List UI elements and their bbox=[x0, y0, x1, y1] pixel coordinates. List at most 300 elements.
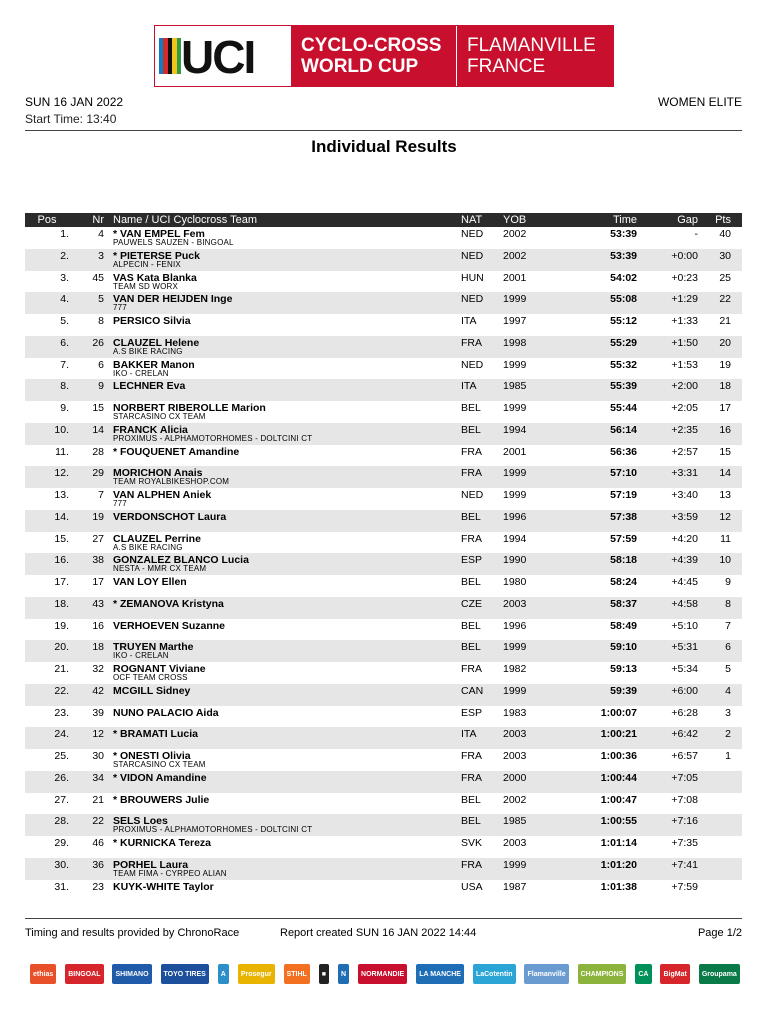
table-row bbox=[25, 706, 742, 728]
table-row bbox=[25, 619, 742, 641]
table-row bbox=[25, 684, 742, 706]
header-time: Time bbox=[612, 214, 637, 226]
cell-gap: +1:53 bbox=[671, 358, 698, 371]
cell-team: A.S BIKE RACING bbox=[113, 346, 183, 356]
cell-pos: 11. bbox=[55, 445, 69, 458]
cell-time: 57:19 bbox=[610, 489, 637, 501]
cell-name: * ZEMANOVA Kristyna bbox=[113, 597, 224, 610]
cell-yob: 1999 bbox=[503, 641, 527, 654]
sponsor-logo: LA MANCHE bbox=[416, 964, 464, 984]
cell-time: 1:01:38 bbox=[600, 880, 637, 893]
cell-nat: ESP bbox=[461, 706, 483, 719]
cell-name: BAKKER Manon bbox=[113, 358, 195, 371]
cell-yob: 1999 bbox=[503, 858, 527, 871]
sponsor-logo: LaCotentin bbox=[473, 964, 516, 984]
cell-gap: +7:08 bbox=[671, 793, 698, 806]
table-row bbox=[25, 314, 742, 336]
cell-pts: 20 bbox=[719, 336, 731, 349]
cell-yob: 2003 bbox=[503, 837, 527, 849]
cell-pos: 25. bbox=[54, 750, 69, 762]
event-name bbox=[291, 26, 457, 86]
cell-nr: 3 bbox=[98, 249, 104, 262]
cell-pos: 15. bbox=[54, 532, 69, 545]
cell-time: 58:37 bbox=[610, 597, 637, 610]
table-row bbox=[25, 640, 742, 662]
cell-name: GONZALEZ BLANCO Lucia bbox=[113, 554, 249, 567]
cell-time: 56:14 bbox=[610, 423, 637, 436]
cell-pts: 6 bbox=[725, 641, 731, 654]
cell-gap: +4:20 bbox=[671, 532, 698, 545]
cell-name: NORBERT RIBEROLLE Marion bbox=[113, 402, 266, 414]
cell-nr: 12 bbox=[92, 728, 104, 741]
cell-nr: 18 bbox=[92, 641, 104, 654]
results-table bbox=[25, 213, 742, 901]
table-body bbox=[25, 227, 742, 901]
cell-yob: 1996 bbox=[503, 510, 527, 523]
sponsor-logo: CA bbox=[635, 964, 651, 984]
cell-yob: 1980 bbox=[503, 576, 527, 588]
cell-yob: 1994 bbox=[503, 423, 527, 436]
cell-nat: BEL bbox=[461, 793, 481, 806]
cell-pts: 40 bbox=[719, 228, 731, 240]
table-row bbox=[25, 662, 742, 684]
cell-nat: FRA bbox=[461, 663, 482, 675]
cell-pos: 13. bbox=[54, 489, 69, 501]
cell-yob: 2003 bbox=[503, 597, 527, 610]
cell-pts: 7 bbox=[725, 619, 731, 632]
cell-pts: 8 bbox=[725, 597, 731, 610]
cell-gap: +6:57 bbox=[671, 750, 698, 762]
cell-nat: CZE bbox=[461, 597, 482, 610]
table-header bbox=[25, 213, 742, 227]
cell-pos: 2. bbox=[60, 249, 69, 262]
cell-pts: 10 bbox=[719, 554, 731, 567]
cell-nat: FRA bbox=[461, 467, 482, 480]
cell-yob: 1999 bbox=[503, 358, 527, 371]
header-name: Name / UCI Cyclocross Team bbox=[113, 214, 258, 226]
cell-nat: BEL bbox=[461, 576, 481, 588]
cell-time: 57:38 bbox=[610, 510, 637, 523]
cell-time: 55:12 bbox=[610, 315, 637, 327]
cell-gap: +2:05 bbox=[671, 402, 698, 414]
cell-time: 1:01:20 bbox=[600, 858, 637, 871]
cell-gap: +1:29 bbox=[671, 293, 698, 306]
cell-yob: 2001 bbox=[503, 445, 527, 458]
cell-nat: FRA bbox=[461, 445, 482, 458]
cell-nat: FRA bbox=[461, 336, 482, 349]
cell-yob: 1999 bbox=[503, 489, 527, 501]
cell-nat: NED bbox=[461, 293, 484, 306]
cell-pts: 2 bbox=[725, 728, 731, 741]
cell-yob: 1985 bbox=[503, 815, 527, 828]
sponsor-logo: BINGOAL bbox=[65, 964, 103, 984]
table-row bbox=[25, 292, 742, 314]
cell-pos: 22. bbox=[54, 684, 69, 697]
cell-yob: 1998 bbox=[503, 336, 527, 349]
cell-nr: 32 bbox=[92, 663, 104, 675]
cell-name: * VAN EMPEL Fem bbox=[113, 228, 205, 240]
cell-yob: 1990 bbox=[503, 554, 527, 567]
cell-nr: 36 bbox=[92, 858, 104, 871]
cell-name: CLAUZEL Helene bbox=[113, 336, 200, 349]
cell-team: TEAM SD WORX bbox=[113, 281, 179, 291]
cell-pts: 14 bbox=[719, 467, 731, 480]
cell-nat: BEL bbox=[461, 641, 481, 654]
cell-pos: 31. bbox=[54, 880, 69, 893]
table-row bbox=[25, 880, 742, 902]
cell-pts: 30 bbox=[719, 249, 731, 262]
cell-nr: 46 bbox=[92, 837, 104, 849]
cell-time: 58:18 bbox=[610, 554, 637, 567]
cell-time: 59:39 bbox=[610, 684, 637, 697]
cell-team: PROXIMUS - ALPHAMOTORHOMES - DOLTCINI CT bbox=[113, 433, 313, 443]
cell-nat: NED bbox=[461, 228, 484, 240]
header-pts: Pts bbox=[715, 214, 731, 226]
cell-pts: 12 bbox=[719, 510, 731, 523]
cell-time: 57:59 bbox=[610, 532, 637, 545]
cell-pos: 3. bbox=[60, 271, 69, 284]
cell-yob: 2002 bbox=[503, 228, 527, 240]
report-created: Report created SUN 16 JAN 2022 14:44 bbox=[280, 927, 477, 939]
cell-pos: 7. bbox=[60, 358, 69, 371]
race-date: SUN 16 JAN 2022 bbox=[25, 95, 124, 109]
cell-gap: +2:00 bbox=[671, 380, 698, 393]
cell-team: A.S BIKE RACING bbox=[113, 542, 183, 552]
cell-name: * KURNICKA Tereza bbox=[113, 837, 212, 849]
sponsor-logo: Flamanville bbox=[524, 964, 568, 984]
cell-nr: 15 bbox=[92, 402, 104, 414]
cell-pts: 17 bbox=[719, 402, 731, 414]
cell-gap: +7:05 bbox=[671, 771, 698, 784]
table-row bbox=[25, 727, 742, 749]
cell-name: * BROUWERS Julie bbox=[113, 793, 210, 806]
cell-nat: BEL bbox=[461, 402, 481, 414]
cell-time: 1:00:44 bbox=[600, 771, 637, 784]
cell-nr: 14 bbox=[92, 423, 104, 436]
cell-pos: 20. bbox=[54, 641, 69, 654]
table-row bbox=[25, 510, 742, 532]
cell-pos: 17. bbox=[54, 576, 69, 588]
cell-name: * VIDON Amandine bbox=[113, 771, 207, 784]
cell-nat: BEL bbox=[461, 423, 481, 436]
cell-yob: 1987 bbox=[503, 880, 527, 893]
table-row bbox=[25, 575, 742, 597]
table-row bbox=[25, 532, 742, 554]
cell-gap: +0:00 bbox=[671, 249, 698, 262]
table-row bbox=[25, 466, 742, 488]
cell-pts: 1 bbox=[725, 750, 731, 762]
cell-nr: 17 bbox=[92, 576, 104, 588]
cell-pos: 14. bbox=[54, 510, 69, 523]
cell-pos: 1. bbox=[60, 228, 69, 240]
cell-nr: 38 bbox=[92, 554, 104, 567]
cell-nat: CAN bbox=[461, 684, 484, 697]
cell-team: PAUWELS SAUZEN - BINGOAL bbox=[113, 238, 234, 247]
cell-gap: +4:45 bbox=[671, 576, 698, 588]
cell-gap: +7:41 bbox=[671, 858, 698, 871]
cell-time: 58:49 bbox=[610, 619, 637, 632]
event-banner bbox=[154, 25, 614, 87]
sponsor-logo: ■ bbox=[319, 964, 329, 984]
cell-pts: 18 bbox=[719, 380, 731, 393]
cell-nat: NED bbox=[461, 358, 484, 371]
cell-gap: +3:31 bbox=[671, 467, 698, 480]
cell-time: 55:44 bbox=[610, 402, 637, 414]
table-row bbox=[25, 445, 742, 467]
cell-pts: 25 bbox=[719, 271, 731, 284]
cell-gap: +6:42 bbox=[671, 728, 698, 741]
cell-pts: 5 bbox=[725, 663, 731, 675]
cell-nr: 16 bbox=[92, 619, 104, 632]
cell-pos: 28. bbox=[54, 815, 69, 828]
start-time: Start Time: 13:40 bbox=[25, 112, 117, 126]
race-category: WOMEN ELITE bbox=[657, 95, 742, 109]
cell-nat: BEL bbox=[461, 510, 481, 523]
cell-gap: +3:59 bbox=[671, 510, 698, 523]
timing-credit: Timing and results provided by ChronoRace bbox=[25, 927, 240, 939]
cell-time: 54:02 bbox=[610, 271, 637, 284]
cell-pos: 6. bbox=[60, 336, 69, 349]
cell-team: TEAM FIMA - CYRPEO ALIAN bbox=[113, 868, 227, 878]
cell-name: VERHOEVEN Suzanne bbox=[113, 619, 226, 632]
cell-team: IKO - CRELAN bbox=[113, 368, 169, 378]
cell-team: 777 bbox=[113, 499, 127, 508]
cell-nr: 21 bbox=[92, 793, 104, 806]
cell-pos: 26. bbox=[54, 771, 69, 784]
cell-name: VERDONSCHOT Laura bbox=[113, 510, 227, 523]
cell-yob: 1999 bbox=[503, 402, 527, 414]
sponsor-logo: Groupama bbox=[699, 964, 740, 984]
rainbow-stripes-icon bbox=[159, 38, 181, 74]
divider bbox=[25, 130, 742, 131]
cell-time: 55:08 bbox=[610, 293, 637, 306]
sponsor-logo: Prosegur bbox=[238, 964, 275, 984]
table-row bbox=[25, 379, 742, 401]
cell-pts: 11 bbox=[720, 532, 731, 545]
sponsor-logo: CHAMPIONS bbox=[578, 964, 627, 984]
cell-team: TEAM ROYALBIKESHOP.COM bbox=[113, 477, 230, 487]
cell-yob: 1997 bbox=[503, 315, 527, 327]
cell-nr: 43 bbox=[92, 597, 104, 610]
cell-nr: 6 bbox=[98, 358, 104, 371]
cell-gap: +7:16 bbox=[671, 815, 698, 828]
sponsor-logo: N bbox=[338, 964, 349, 984]
cell-yob: 1994 bbox=[503, 532, 527, 545]
cell-yob: 1996 bbox=[503, 619, 527, 632]
sponsor-logo: NORMANDIE bbox=[358, 964, 407, 984]
cell-gap: +5:10 bbox=[671, 619, 698, 632]
divider bbox=[25, 918, 742, 919]
cell-gap: +5:31 bbox=[671, 641, 698, 654]
cell-time: 56:36 bbox=[610, 445, 637, 458]
cell-name: VAN ALPHEN Aniek bbox=[113, 489, 212, 501]
cell-gap: +4:39 bbox=[671, 554, 698, 567]
event-venue bbox=[457, 26, 613, 86]
table-row bbox=[25, 488, 742, 510]
header-pos: Pos bbox=[37, 214, 57, 226]
cell-nat: NED bbox=[461, 249, 484, 262]
cell-name: * ONESTI Olivia bbox=[113, 750, 191, 762]
cell-name: NUNO PALACIO Aida bbox=[113, 706, 219, 719]
cell-gap: +2:57 bbox=[671, 445, 698, 458]
table-row bbox=[25, 771, 742, 793]
sponsor-logo: STIHL bbox=[284, 964, 310, 984]
cell-pts: 4 bbox=[725, 684, 731, 697]
cell-time: 1:00:07 bbox=[600, 706, 637, 719]
cell-nr: 42 bbox=[92, 684, 104, 697]
cell-gap: +6:00 bbox=[671, 684, 698, 697]
cell-nr: 45 bbox=[92, 271, 104, 284]
table-row bbox=[25, 249, 742, 271]
cell-nat: ITA bbox=[461, 315, 477, 327]
cell-time: 53:39 bbox=[610, 228, 637, 240]
cell-pos: 16. bbox=[54, 554, 69, 567]
page-number: Page 1/2 bbox=[697, 927, 742, 939]
event-line-1: CYCLO-CROSS bbox=[301, 35, 442, 56]
cell-yob: 1982 bbox=[503, 663, 527, 675]
cell-nat: BEL bbox=[461, 815, 481, 828]
cell-time: 55:39 bbox=[610, 380, 637, 393]
cell-time: 55:32 bbox=[610, 358, 637, 371]
cell-name: VAN LOY Ellen bbox=[113, 576, 187, 588]
cell-pos: 18. bbox=[54, 597, 69, 610]
cell-pos: 9. bbox=[60, 402, 69, 414]
table-row bbox=[25, 401, 742, 423]
table-row bbox=[25, 423, 742, 445]
cell-gap: +7:59 bbox=[671, 880, 698, 893]
cell-time: 53:39 bbox=[610, 249, 637, 262]
cell-nr: 4 bbox=[98, 228, 104, 240]
cell-name: VAN DER HEIJDEN Inge bbox=[113, 293, 233, 306]
uci-logo bbox=[155, 26, 291, 86]
cell-pos: 5. bbox=[60, 315, 69, 327]
cell-pos: 27. bbox=[54, 793, 69, 806]
cell-nat: SVK bbox=[461, 837, 483, 849]
cell-pos: 4. bbox=[60, 293, 69, 306]
table-row bbox=[25, 227, 742, 249]
cell-nat: ITA bbox=[461, 380, 477, 393]
cell-gap: +1:50 bbox=[671, 336, 698, 349]
cell-name: * FOUQUENET Amandine bbox=[113, 445, 240, 458]
cell-gap: +4:58 bbox=[671, 597, 698, 610]
cell-nat: BEL bbox=[461, 619, 481, 632]
cell-team: OCF TEAM CROSS bbox=[113, 673, 188, 682]
cell-gap: +1:33 bbox=[671, 315, 698, 327]
cell-gap: +5:34 bbox=[671, 663, 698, 675]
cell-nat: HUN bbox=[461, 271, 484, 284]
venue-line-1: FLAMANVILLE bbox=[467, 35, 596, 56]
cell-yob: 2001 bbox=[503, 271, 527, 284]
cell-team: ALPECIN - FENIX bbox=[113, 259, 181, 269]
cell-pts: 19 bbox=[719, 358, 731, 371]
cell-yob: 1999 bbox=[503, 684, 527, 697]
cell-name: VAS Kata Blanka bbox=[113, 271, 197, 284]
cell-team: STARCASINO CX TEAM bbox=[113, 760, 206, 769]
table-row bbox=[25, 336, 742, 358]
cell-nat: ITA bbox=[461, 728, 477, 741]
cell-pos: 19. bbox=[54, 619, 69, 632]
cell-nr: 27 bbox=[92, 532, 104, 545]
table-row bbox=[25, 836, 742, 858]
cell-name: PERSICO Silvia bbox=[113, 315, 191, 327]
cell-yob: 2003 bbox=[503, 750, 527, 762]
cell-nat: FRA bbox=[461, 532, 482, 545]
cell-time: 59:13 bbox=[610, 663, 637, 675]
cell-gap: +7:35 bbox=[671, 837, 698, 849]
table-row bbox=[25, 749, 742, 771]
uci-logo-text: UCI bbox=[181, 31, 255, 83]
cell-team: STARCASINO CX TEAM bbox=[113, 412, 206, 421]
cell-time: 1:00:55 bbox=[600, 815, 637, 828]
cell-name: MORICHON Anais bbox=[113, 467, 203, 480]
cell-time: 58:24 bbox=[610, 576, 637, 588]
cell-pos: 30. bbox=[54, 858, 69, 871]
cell-name: FRANCK Alicia bbox=[113, 423, 188, 436]
cell-nr: 23 bbox=[92, 880, 104, 893]
cell-pts: 15 bbox=[719, 445, 731, 458]
cell-pts: 22 bbox=[719, 293, 731, 306]
cell-name: LECHNER Eva bbox=[113, 380, 186, 393]
header-yob: YOB bbox=[503, 214, 527, 226]
cell-yob: 1999 bbox=[503, 293, 527, 306]
cell-nr: 34 bbox=[92, 771, 104, 784]
cell-pts: 16 bbox=[719, 423, 731, 436]
page-title: Individual Results bbox=[311, 137, 457, 156]
header-gap: Gap bbox=[677, 214, 698, 226]
cell-nr: 8 bbox=[98, 315, 104, 327]
cell-yob: 2000 bbox=[503, 771, 527, 784]
sponsor-logo: ethias bbox=[30, 964, 56, 984]
table-row bbox=[25, 271, 742, 293]
cell-team: 777 bbox=[113, 303, 127, 313]
sponsor-logo: BigMat bbox=[660, 964, 689, 984]
cell-team: IKO - CRELAN bbox=[113, 651, 169, 661]
cell-nr: 26 bbox=[92, 336, 104, 349]
cell-pts: 3 bbox=[725, 706, 731, 719]
cell-nr: 19 bbox=[92, 510, 104, 523]
cell-yob: 1983 bbox=[503, 706, 527, 719]
cell-time: 1:00:21 bbox=[600, 728, 637, 741]
cell-gap: +3:40 bbox=[671, 489, 698, 501]
event-line-2: WORLD CUP bbox=[301, 56, 419, 77]
cell-pos: 12. bbox=[54, 467, 69, 480]
cell-time: 55:29 bbox=[610, 336, 637, 349]
sponsor-logo: A bbox=[218, 964, 229, 984]
cell-nat: FRA bbox=[461, 750, 482, 762]
cell-gap: +0:23 bbox=[671, 271, 698, 284]
cell-pos: 8. bbox=[60, 380, 69, 393]
cell-nr: 7 bbox=[98, 489, 104, 501]
cell-pts: 21 bbox=[719, 315, 731, 327]
cell-gap: - bbox=[694, 228, 698, 240]
cell-name: ROGNANT Viviane bbox=[113, 663, 206, 675]
cell-name: TRUYEN Marthe bbox=[113, 641, 194, 654]
table-row bbox=[25, 858, 742, 880]
cell-pts: 13 bbox=[719, 489, 731, 501]
cell-gap: +6:28 bbox=[671, 706, 698, 719]
cell-name: KUYK-WHITE Taylor bbox=[113, 880, 214, 893]
cell-yob: 2002 bbox=[503, 793, 527, 806]
cell-pts: 9 bbox=[725, 576, 731, 588]
cell-name: MCGILL Sidney bbox=[113, 684, 191, 697]
cell-pos: 29. bbox=[54, 837, 69, 849]
header-nr: Nr bbox=[92, 214, 104, 226]
cell-yob: 1985 bbox=[503, 380, 527, 393]
cell-time: 1:00:47 bbox=[600, 793, 637, 806]
cell-pos: 21. bbox=[54, 663, 69, 675]
cell-pos: 10. bbox=[54, 423, 69, 436]
cell-nat: FRA bbox=[461, 771, 482, 784]
